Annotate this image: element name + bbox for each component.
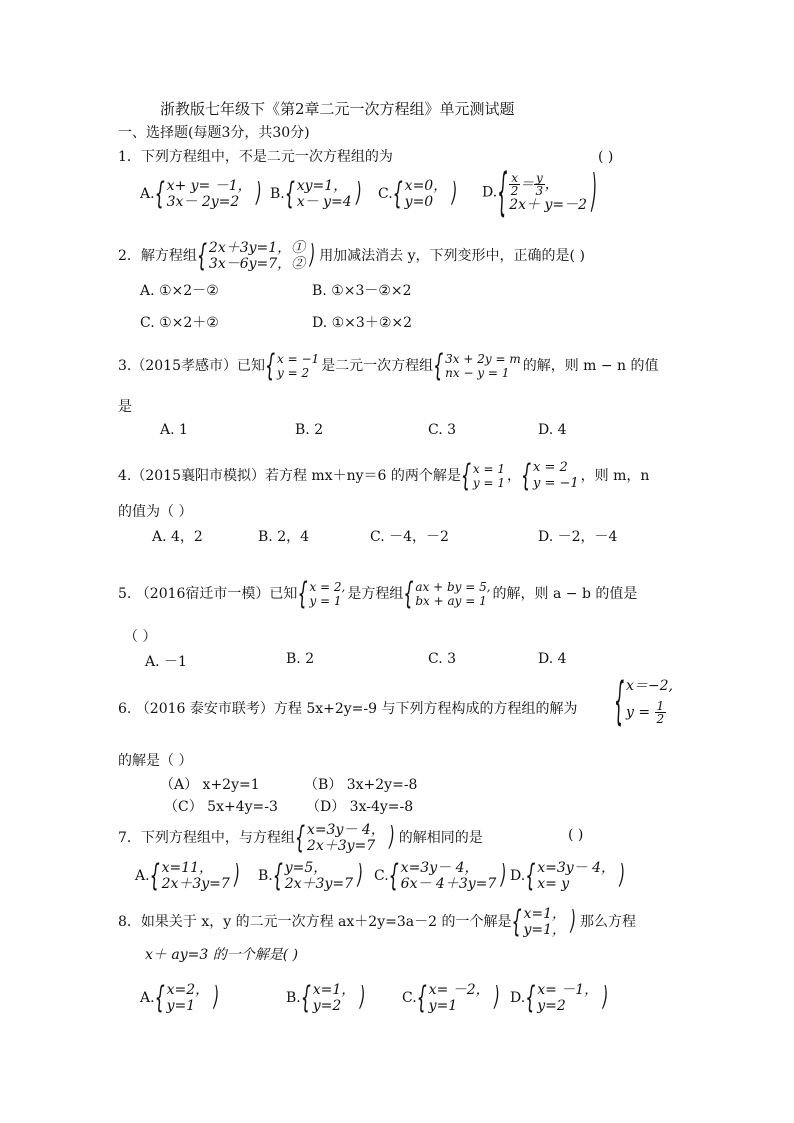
- equation-system: [267, 352, 319, 380]
- q3-stem-post: 的解，则 m − n 的值: [522, 358, 659, 374]
- equation: [509, 172, 587, 197]
- equation: { x= －1，: [537, 982, 599, 998]
- equation-system: [275, 860, 353, 892]
- equation: y = 1: [309, 594, 342, 608]
- equation: { x=11，: [161, 860, 214, 876]
- equation: { ax + by = 5,: [415, 580, 491, 594]
- q2-stem: [118, 240, 585, 272]
- equation: { x = −1: [277, 352, 320, 366]
- q8-option-c: [402, 982, 504, 1014]
- q4-option-a: A. 4，2: [152, 529, 203, 545]
- equation-system: [157, 178, 252, 210]
- equation: 6x－ 4＋3y=7: [400, 876, 497, 892]
- q4-option-d: D. －2，－4: [538, 529, 618, 545]
- numerator: 1: [656, 699, 665, 713]
- equation: x= y: [537, 876, 570, 892]
- q7-option-d: [510, 860, 629, 892]
- q5-option-c: C. 3: [428, 651, 457, 667]
- equation: [626, 700, 673, 725]
- q4-stem: [118, 460, 649, 492]
- equation-system: [499, 172, 587, 213]
- equation-system: [616, 678, 673, 725]
- q7-answer-paren: ( ): [568, 827, 584, 843]
- q1-option-c: [378, 178, 461, 210]
- q4-option-b: B. 2，4: [258, 529, 310, 545]
- equation-system: [303, 982, 356, 1014]
- q2-stem-post: 用加减法消去 y，下列变形中，正确的是( ): [319, 248, 585, 264]
- q5-stem-post: 的解，则 a − b 的值是: [492, 586, 638, 602]
- equation: y = 2: [277, 366, 310, 380]
- q5-stem-mid: 是方程组: [347, 586, 404, 602]
- equation-system: [513, 906, 566, 938]
- q2-option-d: D. ①×3＋②×2: [312, 315, 413, 331]
- equation: { x=3y－ 4，: [306, 822, 385, 838]
- equation-system: [287, 178, 352, 210]
- equation: { x = 1: [472, 462, 505, 476]
- q8-stem-post: 那么方程: [580, 914, 637, 930]
- equation-system: [299, 580, 345, 608]
- q3-option-c: C. 3: [428, 422, 457, 438]
- equation: y=2: [312, 998, 342, 1014]
- equation-system: [395, 178, 448, 210]
- denominator: 2: [510, 184, 519, 198]
- denominator: 3: [535, 184, 544, 198]
- equation: y=1: [428, 998, 458, 1014]
- equation-system: [435, 352, 521, 380]
- option-label: A.: [140, 186, 155, 202]
- q6-stem-cont: 的解是（ ）: [118, 753, 193, 769]
- equation-system: [152, 860, 230, 892]
- fraction: [509, 172, 520, 197]
- equation-system: [405, 580, 490, 608]
- option-label: C.: [378, 186, 393, 202]
- q4-stem-pre: 4.（2015襄阳市模拟）若方程 mx＋ny＝6 的两个解是: [118, 468, 461, 484]
- equation: y = −1: [533, 476, 579, 491]
- option-label: B.: [258, 868, 273, 884]
- equation: { x=3y－ 4，: [400, 860, 479, 876]
- q4-stem-cont: 的值为（ ）: [118, 504, 193, 520]
- equation: { x=1，: [312, 982, 356, 998]
- fraction: [534, 172, 545, 197]
- q1-option-a: [140, 178, 266, 210]
- q5-stem-pre: 5. （2016宿迁市一模）已知: [118, 586, 298, 602]
- q3-stem-cont: 是: [118, 399, 132, 415]
- q2-option-c: C. ①×2＋②: [140, 315, 219, 331]
- q7-stem-pre: 7．下列方程组中，与方程组: [118, 830, 295, 846]
- equation: { x=1，: [523, 906, 567, 922]
- q6-option-a: （A） x+2y=1: [160, 777, 260, 793]
- option-label: A.: [140, 990, 155, 1006]
- q7-stem: [118, 822, 483, 854]
- q8-stem-pre: 8．如果关于 x，y 的二元一次方程 ax＋2y=3a－2 的一个解是: [118, 914, 512, 930]
- option-label: B.: [286, 990, 301, 1006]
- equation: { x= －2，: [428, 982, 490, 998]
- denominator: 2: [656, 712, 665, 726]
- q8-option-b: [286, 982, 369, 1014]
- numerator: { x: [511, 171, 518, 185]
- equation: { x = 2,: [309, 580, 346, 594]
- q6-stem: 6. （2016 泰安市联考）方程 5x+2y=-9 与下列方程构成的方程组的解为: [118, 701, 578, 717]
- q5-answer-paren: （ ）: [124, 629, 157, 645]
- equation-system: [527, 860, 615, 892]
- q7-stem-post: 的解相同的是: [398, 830, 483, 846]
- equation-system: [527, 982, 598, 1014]
- equation-system: [391, 860, 497, 892]
- equation: y=0: [404, 194, 434, 210]
- equation-system: [157, 982, 210, 1014]
- q8-stem-cont: x＋ ay=3 的一个解是( ): [145, 947, 299, 963]
- q2-option-b: B. ①×3－②×2: [312, 283, 412, 299]
- equation: y=2: [537, 998, 566, 1014]
- equation: 3x－6y=7，②: [208, 256, 306, 272]
- option-label: C.: [402, 990, 417, 1006]
- equation: { x = 2: [533, 460, 568, 475]
- equation-system: [523, 460, 579, 492]
- option-label: B.: [270, 186, 285, 202]
- equation-system: [199, 240, 305, 272]
- option-label: A.: [135, 868, 150, 884]
- equals-sign: ＝: [519, 176, 534, 193]
- q3-option-a: A. 1: [160, 422, 188, 438]
- equation-system: [297, 822, 385, 854]
- q4-stem-post: ，则 m，n: [580, 468, 650, 484]
- equation: 3x－ 2y=2: [166, 194, 240, 210]
- equation: { x＝−2,: [626, 678, 673, 694]
- fraction: [655, 700, 667, 725]
- q1-option-b: [270, 178, 366, 210]
- equation-system: [463, 462, 505, 490]
- numerator: y: [535, 171, 543, 185]
- equation: 2x＋ y=－2: [509, 197, 587, 213]
- option-label: D.: [510, 868, 526, 884]
- equation: { x=2，: [166, 982, 210, 998]
- q7-option-b: [258, 860, 367, 892]
- q7-option-a: [135, 860, 244, 892]
- equation: 2x＋3y=7: [306, 838, 376, 854]
- q8-option-a: [140, 982, 223, 1014]
- equation: { x=0，: [404, 178, 448, 194]
- equation: x－ y=4: [296, 194, 352, 210]
- q3-option-d: D. 4: [538, 422, 567, 438]
- comma: ，: [544, 176, 559, 193]
- equation: { x+ y= －1，: [166, 178, 252, 194]
- equation: bx + ay = 1: [415, 594, 487, 608]
- page-title: 浙教版七年级下《第2章二元一次方程组》单元测试题: [160, 100, 515, 118]
- q6-solution-system: [614, 678, 675, 725]
- q5-option-d: D. 4: [538, 651, 567, 667]
- equation: { xy=1，: [296, 178, 348, 194]
- q6-option-b: （B） 3x+2y=-8: [304, 777, 418, 793]
- equation: 2x＋3y=7: [161, 876, 230, 892]
- q1-answer-paren: ( ): [598, 149, 614, 165]
- equation: { 3x + 2y = m: [445, 352, 521, 366]
- q2-stem-pre: 2．解方程组: [118, 248, 197, 264]
- option-label: D.: [510, 990, 526, 1006]
- q5-stem: [118, 580, 637, 608]
- q8-option-d: [510, 982, 612, 1014]
- q3-stem: [118, 352, 659, 380]
- equation-lhs: y =: [626, 704, 651, 721]
- q8-stem: [118, 906, 636, 938]
- q7-option-c: [374, 860, 510, 892]
- equation: { x=3y－ 4，: [537, 860, 615, 876]
- q5-option-b: B. 2: [286, 651, 315, 667]
- option-label: D.: [482, 184, 498, 201]
- section-heading: 一、选择题(每题3分，共30分): [118, 125, 310, 141]
- equation: y=1: [166, 998, 196, 1014]
- q6-option-d: （D） 3x-4y=-8: [306, 799, 414, 815]
- equation: 2x＋3y=7: [284, 876, 354, 892]
- equation: { 2x＋3y=1，①: [208, 240, 306, 256]
- q1-option-d: [482, 172, 601, 213]
- q3-option-b: B. 2: [295, 422, 324, 438]
- equation: { y=5，: [284, 860, 328, 876]
- q3-stem-pre: 3.（2015孝感市）已知: [118, 358, 265, 374]
- equation: nx − y = 1: [445, 366, 510, 380]
- q4-option-c: C. －4，－2: [370, 529, 449, 545]
- q3-stem-mid: 是二元一次方程组: [321, 358, 434, 374]
- equation-system: [419, 982, 490, 1014]
- separator: ，: [507, 468, 521, 484]
- equation: y = 1: [472, 476, 505, 490]
- equation: y=1，: [523, 922, 567, 938]
- option-label: C.: [374, 868, 389, 884]
- q5-option-a: A. －1: [145, 654, 187, 670]
- q2-option-a: A. ①×2－②: [140, 283, 219, 299]
- q6-option-c: （C） 5x+4y=-3: [164, 799, 278, 815]
- q1-stem: 1．下列方程组中，不是二元一次方程组的为: [118, 149, 393, 165]
